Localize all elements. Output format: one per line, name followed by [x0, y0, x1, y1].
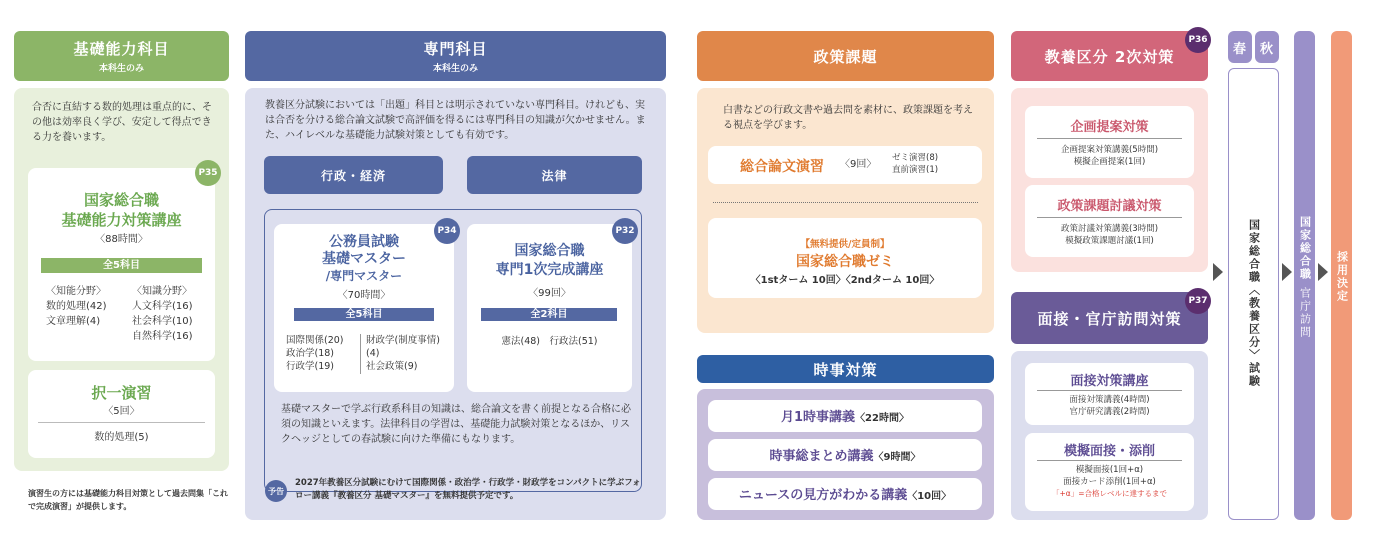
kiso-desc: 合否に直結する数的処理は重点的に、その他は効率良く学び、安定して得点できる力を養います。 [32, 102, 212, 143]
seisaku-course2-tag: 【無料提供/定員制】 [800, 239, 890, 250]
seisaku-course1-sub2: 直前演習(1) [892, 165, 939, 175]
kiso-course1-bar: 全5科目 [41, 258, 202, 273]
senmon-course1-badge: P34 [434, 218, 460, 244]
kiso-course1-col2-head: 〈知識分野〉 [132, 286, 192, 297]
senmon-course1-col2-item: (4) [366, 348, 380, 359]
tab-gyosei-keizai[interactable] [264, 156, 443, 194]
jiji-panel [697, 389, 994, 520]
mensetsu-course1-l2: 官庁研究講義(2時間) [1069, 407, 1150, 417]
kyoyo2-course1-l1: 企画提案対策講義(5時間) [1060, 145, 1159, 155]
senmon-course1-col1-item: 国際関係(20) [286, 335, 344, 346]
senmon-notice: 2027年教養区分試験にむけて国際関係・政治学・行政学・財政学をコンパクトに学ぶフォロー講義『教養区分 基礎マスター』を無料提供予定です。 [295, 478, 641, 501]
haru-tab [1228, 31, 1252, 63]
kiso-note: 演習生の方には基礎能力科目対策として過去問集「これで完成演習」が提供します。 [28, 489, 228, 511]
seisaku-course1-count: 〈9回〉 [840, 159, 877, 170]
kiso-title: 基礎能力科目 [73, 40, 170, 58]
kyoyo2-panel [1011, 88, 1208, 272]
senmon-course1-hours: 〈70時間〉 [337, 290, 391, 301]
mensetsu-panel [1011, 351, 1208, 520]
kiso-course1-col2-item: 社会科学(10) [132, 316, 193, 327]
kiso-course1-col2-item: 人文科学(16) [132, 301, 193, 312]
senmon-course2-items: 憲法(48) 行政法(51) [501, 336, 598, 347]
jiji-item-2-count: 〈9時間〉 [873, 452, 921, 463]
senmon-course2-count: 〈99回〉 [528, 288, 571, 299]
mensetsu-header [1011, 292, 1208, 344]
jiji-item-2-title: 時事総まとめ講義 [769, 449, 874, 464]
mensetsu-course2-l2: 面接カード添削(1回+α) [1063, 477, 1156, 487]
senmon-notice-badge: 予告 [265, 480, 287, 502]
tab-horitsu-label: 法律 [541, 168, 568, 183]
seisaku-title: 政策課題 [813, 47, 878, 66]
kiso-course2-count: 〈5回〉 [103, 406, 140, 417]
visit-label-a: 国家総合職 [1298, 216, 1312, 281]
mensetsu-course2-l3: 「+α」=合格レベルに達するまで [1051, 489, 1167, 498]
senmon-course1-col1-item: 政治学(18) [286, 348, 335, 359]
seisaku-header [697, 31, 994, 81]
kyoyo2-course2-card[interactable] [1025, 185, 1194, 257]
kiso-course1-title2: 基礎能力対策講座 [61, 211, 182, 229]
aki-label: 秋 [1259, 41, 1274, 57]
kyoyo2-course1-title: 企画提案対策 [1070, 120, 1149, 135]
senmon-desc2: 基礎マスターで学ぶ行政系科目の知識は、総合論文を書く前提となる合格に必須の知識といえます。法律科目の学習は、基礎能力試験対策となるほか、リスクヘッジとしての春試験に向けた準備にもなります。 [281, 404, 631, 445]
kyoyo2-course2-title: 政策課題討議対策 [1057, 199, 1162, 214]
kyoyo2-course1-card[interactable] [1025, 106, 1194, 178]
kyoyo2-badge: P36 [1185, 27, 1211, 53]
haru-label: 春 [1232, 41, 1247, 57]
senmon-subtitle: 本科生のみ [432, 64, 478, 74]
senmon-course1-col2-item: 社会政策(9) [366, 361, 418, 372]
senmon-course1-card[interactable] [274, 224, 457, 392]
tab-gyosei-keizai-label: 行政・経済 [320, 168, 386, 183]
mensetsu-course2-title: 模擬面接・添削 [1063, 444, 1155, 459]
jiji-item-1-count: 〈22時間〉 [855, 413, 909, 424]
seisaku-desc: 白書などの行政文書や過去問を素材に、政策課題を考える視点を学びます。 [723, 105, 973, 131]
jiji-item-3-count: 〈10回〉 [907, 491, 952, 502]
jiji-header [697, 355, 994, 383]
senmon-course2-badge: P32 [612, 218, 638, 244]
jiji-item-3[interactable] [708, 478, 982, 510]
mensetsu-course1-card[interactable] [1025, 363, 1194, 425]
seisaku-course1-sub1: ゼミ演習(8) [892, 153, 939, 163]
decision-label: 採用決定 [1335, 251, 1349, 303]
senmon-header [245, 31, 666, 81]
kiso-panel [14, 88, 229, 471]
jiji-title: 時事対策 [813, 360, 878, 379]
seisaku-course2-card[interactable] [708, 218, 982, 298]
kyoyo2-course2-l2: 模擬政策課題討議(1回) [1065, 236, 1154, 246]
kiso-course1-hours: 〈88時間〉 [95, 234, 148, 245]
senmon-course-frame [264, 209, 642, 492]
seisaku-course1-title: 総合論文演習 [740, 159, 824, 175]
kiso-course1-col1-head: 〈知能分野〉 [46, 286, 106, 297]
flow-arrow-2 [1282, 263, 1292, 281]
decision-column [1331, 31, 1352, 520]
mensetsu-title: 面接・官庁訪問対策 [1037, 309, 1182, 328]
senmon-course1-title1: 公務員試験 [329, 234, 399, 250]
senmon-course2-bar: 全2科目 [481, 308, 617, 321]
kiso-course1-card[interactable] [28, 168, 218, 361]
senmon-course2-title2: 専門1次完成講座 [495, 262, 604, 278]
visit-column [1294, 31, 1315, 520]
mensetsu-badge: P37 [1185, 288, 1211, 314]
jiji-item-1[interactable] [708, 400, 982, 432]
senmon-course1-title2: 基礎マスター [322, 251, 406, 267]
flow-arrow-3 [1318, 263, 1328, 281]
senmon-course1-col2-item: 財政学(制度事情) [366, 335, 440, 346]
kiso-course1-col1-item: 文章理解(4) [46, 316, 101, 327]
mensetsu-course1-l1: 面接対策講義(4時間) [1069, 395, 1150, 405]
kyoyo2-header [1011, 31, 1208, 81]
exam-column [1228, 68, 1279, 520]
kiso-course2-title: 択一演習 [91, 384, 152, 402]
jiji-item-2[interactable] [708, 439, 982, 471]
kiso-course2-card[interactable] [28, 370, 215, 458]
senmon-course1-bar: 全5科目 [294, 308, 434, 321]
kiso-course1-col2-item: 自然科学(16) [132, 331, 193, 342]
senmon-panel [245, 88, 666, 520]
exam-label: 国家総合職〈教養区分〉試験 [1247, 219, 1261, 388]
kiso-course1-title1: 国家総合職 [83, 191, 159, 209]
kiso-course1-col1-item: 数的処理(42) [46, 301, 107, 312]
senmon-course2-card[interactable] [467, 224, 635, 392]
senmon-title: 専門科目 [423, 40, 488, 58]
kiso-course2-item: 数的処理(5) [94, 432, 149, 443]
mensetsu-course2-l1: 模擬面接(1回+α) [1075, 465, 1144, 475]
aki-tab [1255, 31, 1279, 63]
kiso-course1-badge: P35 [195, 160, 221, 186]
seisaku-course2-terms: 〈1stターム 10回〉〈2ndターム 10回〉 [750, 275, 940, 286]
flow-arrow-1 [1213, 263, 1223, 281]
tab-horitsu[interactable] [467, 156, 642, 194]
kyoyo2-course1-l2: 模擬企画提案(1回) [1073, 157, 1146, 167]
seisaku-course2-title: 国家総合職ゼミ [796, 254, 894, 270]
senmon-course2-title1: 国家総合職 [514, 243, 585, 259]
senmon-course1-col1-item: 行政学(19) [286, 361, 335, 372]
jiji-item-1-title: 月1時事講義 [781, 410, 856, 425]
seisaku-course1-card[interactable] [708, 146, 982, 184]
kiso-subtitle: 本科生のみ [98, 64, 144, 74]
visit-label-b: 官庁訪問 [1298, 286, 1312, 339]
jiji-item-3-title: ニュースの見方がわかる講義 [738, 488, 908, 503]
senmon-course1-title3: /専門マスター [325, 269, 403, 283]
kyoyo2-course2-l1: 政策討議対策講義(3時間) [1060, 224, 1159, 234]
kyoyo2-title: 教養区分 2次対策 [1044, 47, 1175, 66]
mensetsu-course1-title: 面接対策講座 [1070, 374, 1149, 389]
kiso-header [14, 31, 229, 81]
mensetsu-course2-card[interactable] [1025, 433, 1194, 511]
seisaku-panel [697, 88, 994, 333]
senmon-desc: 教養区分試験においては「出題」科目とは明示されていない専門科目。けれども、実は合否を分ける総合論文試験で高評価を得るには専門科目の知識が欠かせません。また、ハイレベルな基礎能力試験対策としても有効です。 [265, 100, 646, 141]
